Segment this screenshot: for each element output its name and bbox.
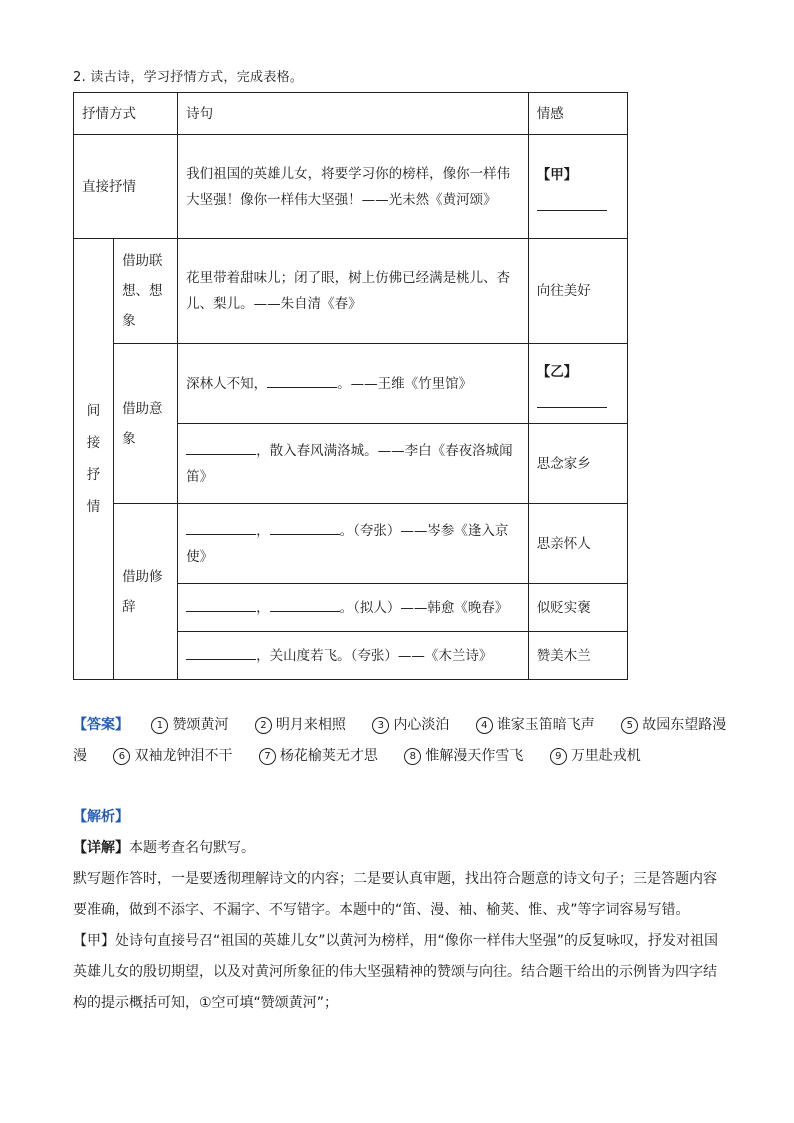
verse-xiuci-1: ， 。（夸张）——岑参《逢入京使》 [178,504,529,584]
answer-blank [270,520,340,535]
analysis-paragraph-2: 【甲】处诗句直接号召“祖国的英雄儿女”以黄河为榜样，用“像你一样伟大坚强”的反复咏叹，抒发对祖国英雄儿女的殷切期望，以及对黄河所象征的伟大坚强精神的赞颂与向往。结合题干给出的示例皆为四字结构的提示概括可知，①空可填“赞颂黄河”； [73,933,719,1011]
table-row-direct [74,135,628,239]
table-row-yixiang-1 [74,344,628,424]
emotion-lianxiang: 向往美好 [528,239,627,344]
answer-blank [186,440,256,455]
answer-item: 4 谁家玉笛暗飞声 [476,717,595,733]
answer-item: 5 故园东望路漫漫 [73,717,727,764]
emotion-yixiang-2: 思念家乡 [528,424,627,504]
answer-blank [537,194,607,211]
method-lianxiang: 借助联 想、想 象 [114,239,178,344]
method-direct: 直接抒情 [74,135,178,239]
verse-direct: 我们祖国的英雄儿女，将要学习你的榜样，像你一样伟大坚强！像你一样伟大坚强！——光未然《黄河颂》 [178,135,529,239]
method-xiuci: 借助修 辞 [114,504,178,680]
answer-item: 6 双袖龙钟泪不干 [113,748,232,764]
emotion-label-yi: 【乙】 [536,364,578,380]
answer-tag: 【答案】 [73,717,129,733]
answer-item: 9 万里赴戎机 [550,748,641,764]
emotion-yixiang-1 [528,344,627,424]
emotion-xiuci-1: 思亲怀人 [528,504,627,584]
analysis-detail: 【详解】本题考查名句默写。 [73,840,255,856]
answer-blank [267,373,337,388]
table-header-row [74,93,628,135]
answer-blank [537,391,607,408]
verse-lianxiang: 花里带着甜味儿；闭了眼，树上仿佛已经满是桃儿、杏儿、梨儿。——朱自清《春》 [178,239,529,344]
emotion-xiuci-2: 似贬实褒 [528,584,627,632]
verse-xiuci-2: ， 。（拟人）——韩愈《晚春》 [178,584,529,632]
verse-xiuci-3: ，关山度若飞。（夸张）——《木兰诗》 [178,632,529,680]
verse-yixiang-1: 深林人不知， 。——王维《竹里馆》 [178,344,529,424]
analysis-tag: 【解析】 [73,809,129,825]
answer-section [73,710,728,772]
answer-item: 2 明月来相照 [255,717,346,733]
answer-blank [186,645,256,660]
header-method: 抒情方式 [74,93,178,135]
answer-blank [186,520,256,535]
question-title: 2. 读古诗，学习抒情方式，完成表格。 [73,70,304,85]
table-row-xiuci-1 [74,504,628,584]
lyric-method-table [73,92,628,680]
answer-item: 7 杨花榆荚无才思 [259,748,378,764]
analysis-paragraph-1: 默写题作答时，一是要透彻理解诗文的内容；二是要认真审题，找出符合题意的诗文句子；三是答题内容要准确，做到不添字、不漏字、不写错字。本题中的“笛、漫、袖、榆荚、惟、戎”等字词容易写错。 [73,871,717,918]
method-yixiang: 借助意 象 [114,344,178,504]
emotion-label-jia: 【甲】 [536,167,578,183]
answer-item: 3 内心淡泊 [372,717,449,733]
answer-item: 8 惟解漫天作雪飞 [404,748,523,764]
answer-blank [186,597,256,612]
header-emotion: 情感 [528,93,627,135]
table-row-lianxiang [74,239,628,344]
method-indirect: 间 接 抒 情 [74,239,114,680]
emotion-direct [528,135,627,239]
verse-yixiang-2: ，散入春风满洛城。——李白《春夜洛城闻笛》 [178,424,529,504]
answer-blank [270,597,340,612]
emotion-xiuci-3: 赞美木兰 [528,632,627,680]
header-verse: 诗句 [178,93,529,135]
answer-item: 1 赞颂黄河 [151,717,228,733]
